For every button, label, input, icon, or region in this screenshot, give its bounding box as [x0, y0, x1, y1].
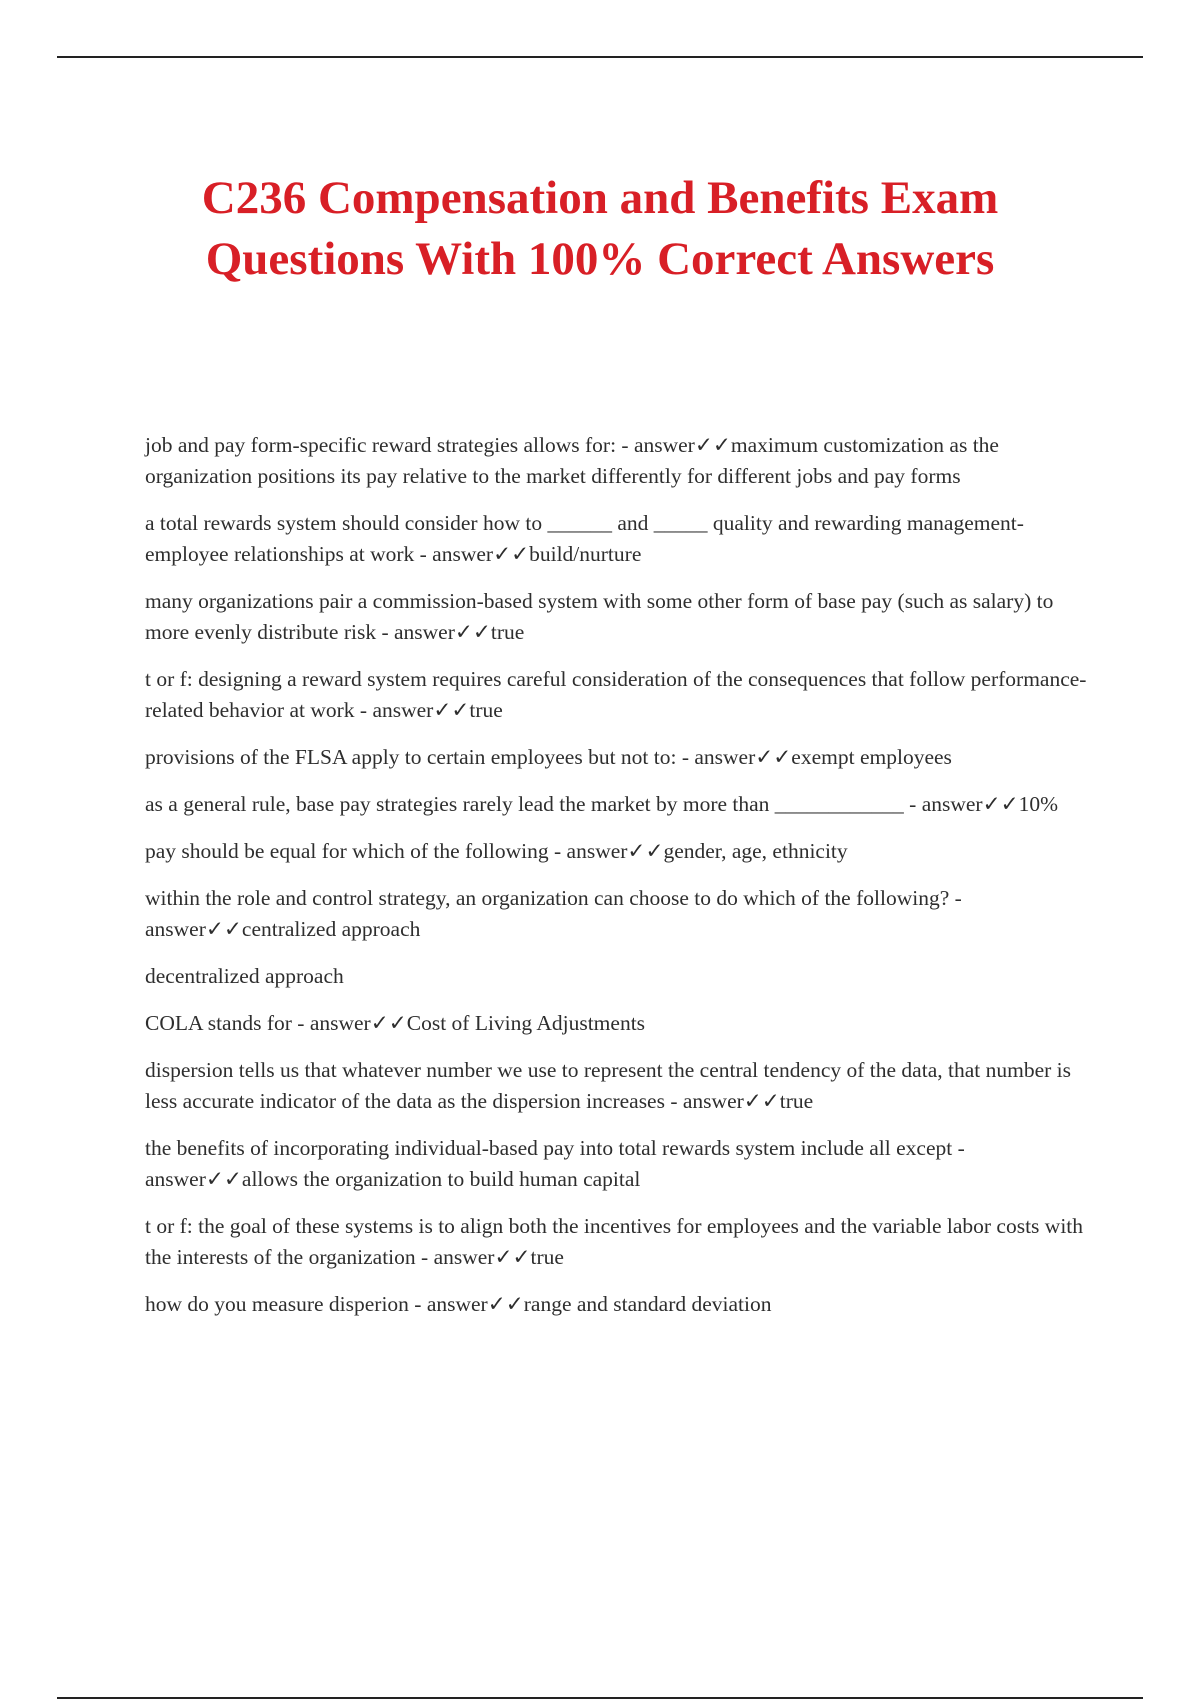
title-line-2: Questions With 100% Correct Answers [205, 233, 995, 285]
qa-item: t or f: designing a reward system requires careful consideration of the consequences that follow performance-related behavior at work - answer✓✓true [145, 667, 1087, 722]
qa-item: the benefits of incorporating individual-based pay into total rewards system include all except - answer✓✓allows the organization to build human capital [145, 1136, 965, 1191]
qa-item: pay should be equal for which of the following - answer✓✓gender, age, ethnicity [145, 839, 848, 863]
qa-item: how do you measure disperion - answer✓✓range and standard deviation [145, 1292, 772, 1316]
qa-item: a total rewards system should consider how to ______ and _____ quality and rewarding management-employee relationships at work - answer✓✓build/nurture [145, 511, 1024, 566]
top-rule [57, 56, 1143, 58]
qa-item: job and pay form-specific reward strategies allows for: - answer✓✓maximum customization as the organization positions its pay relative to the market differently for different jobs and pay forms [145, 433, 999, 488]
qa-item: provisions of the FLSA apply to certain employees but not to: - answer✓✓exempt employees [145, 745, 952, 769]
title-line-1: C236 Compensation and Benefits Exam [201, 172, 999, 224]
page-title [100, 168, 1100, 290]
qa-item: t or f: the goal of these systems is to align both the incentives for employees and the variable labor costs with the interests of the organization - answer✓✓true [145, 1214, 1084, 1269]
qa-item: as a general rule, base pay strategies rarely lead the market by more than ____________ - answer✓✓10% [145, 792, 1059, 816]
qa-item: many organizations pair a commission-based system with some other form of base pay (such as salary) to more evenly distribute risk - answer✓✓true [145, 589, 1054, 644]
qa-list [145, 430, 1090, 1336]
qa-item: within the role and control strategy, an organization can choose to do which of the following? - answer✓✓centralized approach [145, 886, 962, 941]
bottom-rule [57, 1697, 1143, 1699]
qa-item: COLA stands for - answer✓✓Cost of Living Adjustments [145, 1011, 646, 1035]
qa-item: dispersion tells us that whatever number we use to represent the central tendency of the data, that number is less accurate indicator of the data as the dispersion increases - answer✓✓true [145, 1058, 1071, 1113]
qa-item: decentralized approach [145, 964, 344, 988]
